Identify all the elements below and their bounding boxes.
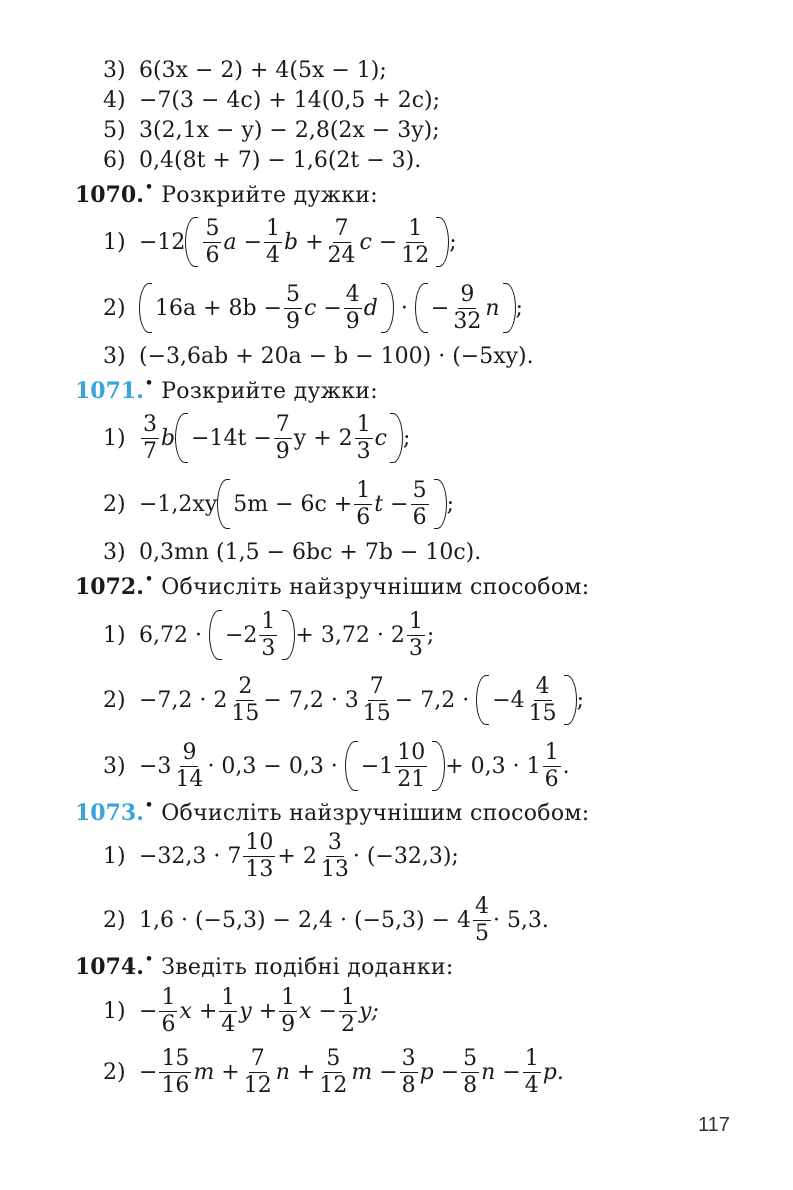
exercise-number: 1074. <box>75 954 144 980</box>
ex1071-item-3 <box>103 540 481 565</box>
ex1073-item-2 <box>103 890 549 950</box>
ex1072-item-2 <box>103 668 584 732</box>
fraction: $\frac{1}{6}$ <box>161 985 176 1037</box>
expression: −3 $\frac{9}{14}$ · 0,3 − 0,3 · −1 $\frac{10}{21}$ + 0,3 · 1 $\frac{1}{6}$ . <box>139 740 570 792</box>
item-label: 4) <box>103 88 126 113</box>
item-label: 1) <box>103 229 126 255</box>
expression: 6,72 · −2 $\frac{1}{3}$ + 3,72 · 2 $\frac{1}{3}$ ; <box>139 609 435 661</box>
fraction: $\frac{4}{5}$ <box>474 894 489 946</box>
fraction: $\frac{3}{7}$ <box>143 412 157 464</box>
fraction: $\frac{5}{9}$ <box>286 282 301 334</box>
item-label: 3) <box>103 344 126 369</box>
task-text: Розкрийте дужки: <box>161 378 378 404</box>
fraction: $\frac{9}{14}$ <box>175 740 204 792</box>
item-label: 2) <box>103 491 126 517</box>
item-label: 1) <box>103 998 126 1024</box>
expression: 0,3mn (1,5 − 6bc + 7b − 10c). <box>139 540 482 565</box>
fraction: $\frac{10}{13}$ <box>245 830 274 882</box>
item-label: 2) <box>103 295 126 321</box>
ex1073-item-1 <box>103 826 459 886</box>
fraction: $\frac{10}{21}$ <box>397 740 426 792</box>
expression: 0,4(8t + 7) − 1,6(2t − 3). <box>139 148 422 173</box>
parentheses: − $\frac{9}{32}$ n <box>415 283 516 332</box>
top-item-4 <box>103 88 440 113</box>
parentheses: −1 $\frac{10}{21}$ <box>345 741 445 790</box>
star-icon: • <box>144 179 154 195</box>
fraction: $\frac{7}{12}$ <box>243 1046 272 1098</box>
fraction: $\frac{7}{15}$ <box>362 674 391 726</box>
item-label: 2) <box>103 687 126 713</box>
fraction: $\frac{1}{6}$ <box>356 478 371 530</box>
fraction: $\frac{1}{4}$ <box>221 985 236 1037</box>
item-label: 5) <box>103 118 126 143</box>
fraction: $\frac{1}{6}$ <box>544 740 559 792</box>
star-icon: • <box>144 375 154 391</box>
fraction: $\frac{4}{15}$ <box>528 674 557 726</box>
exercise-number: 1070. <box>75 182 144 208</box>
item-label: 1) <box>103 843 126 869</box>
fraction: $\frac{5}{12}$ <box>319 1046 348 1098</box>
parentheses: 16a + 8b − $\frac{5}{9}$ c − $\frac{4}{9}$ d <box>139 283 394 332</box>
ex1071-item-1 <box>103 406 410 470</box>
item-label: 2) <box>103 907 126 933</box>
parentheses: −2 $\frac{1}{3}$ <box>209 610 295 659</box>
ex1072-item-3 <box>103 734 570 798</box>
item-label: 3) <box>103 753 126 779</box>
ex1070-item-3 <box>103 344 534 369</box>
fraction: $\frac{3}{13}$ <box>320 830 349 882</box>
expression: 16a + 8b − $\frac{5}{9}$ c − $\frac{4}{9}$ d · − $\frac{9}{32}$ n ; <box>139 283 523 332</box>
item-label: 3) <box>103 540 126 565</box>
expression: − $\frac{1}{6}$ x + $\frac{1}{4}$ y + $\frac{1}{9}$ x − $\frac{1}{2}$ y; <box>139 985 379 1037</box>
parentheses: −14t − $\frac{7}{9}$ y + 2 $\frac{1}{3}$ c <box>175 413 403 462</box>
star-icon: • <box>144 797 154 813</box>
fraction: $\frac{7}{24}$ <box>327 216 356 268</box>
ex1070-item-2 <box>103 276 523 340</box>
coefficient: −12 <box>139 229 186 255</box>
exercise-1074-header <box>75 951 454 980</box>
fraction: $\frac{1}{3}$ <box>261 609 276 661</box>
fraction: $\frac{1}{2}$ <box>340 985 355 1037</box>
fraction: $\frac{3}{8}$ <box>401 1046 416 1098</box>
ex1074-item-2 <box>103 1042 564 1102</box>
exercise-1070-header <box>75 179 378 208</box>
exercise-number: 1071. <box>75 378 144 404</box>
item-label: 1) <box>103 622 126 648</box>
ex1074-item-1 <box>103 982 379 1040</box>
top-item-5 <box>103 118 440 143</box>
item-label: 1) <box>103 425 126 451</box>
item-label: 3) <box>103 58 126 83</box>
top-item-3 <box>103 58 387 83</box>
fraction: $\frac{4}{9}$ <box>345 282 360 334</box>
expression: − $\frac{15}{16}$ m + $\frac{7}{12}$ n + $\frac{5}{12}$ m − $\frac{3}{8}$ p − $\frac{5}{8}$ n − $\frac{1}{4}$ p. <box>139 1046 564 1098</box>
item-label: 6) <box>103 148 126 173</box>
fraction: $\frac{1}{4}$ <box>524 1046 539 1098</box>
fraction: $\frac{7}{9}$ <box>275 412 290 464</box>
expression: −12 $\frac{5}{6}$ a − $\frac{1}{4}$ b + $\frac{7}{24}$ c − $\frac{1}{12}$ ; <box>139 216 457 268</box>
item-label: 2) <box>103 1059 126 1085</box>
exercise-1073-header <box>75 797 590 826</box>
page-number: 117 <box>698 1114 730 1136</box>
fraction: $\frac{2}{15}$ <box>231 674 260 726</box>
exercise-1071-header <box>75 375 378 404</box>
expression: 6(3x − 2) + 4(5x − 1); <box>139 58 387 83</box>
expression: (−3,6ab + 20a − b − 100) · (−5xy). <box>139 344 534 369</box>
expression: −7(3 − 4c) + 14(0,5 + 2c); <box>139 88 441 113</box>
parentheses: $\frac{5}{6}$ a − $\frac{1}{4}$ b + $\frac{7}{24}$ c − $\frac{1}{12}$ <box>185 217 449 266</box>
fraction: $\frac{1}{12}$ <box>401 216 430 268</box>
ex1071-item-2 <box>103 472 454 536</box>
star-icon: • <box>144 571 154 587</box>
top-item-6 <box>103 148 421 173</box>
fraction: $\frac{1}{4}$ <box>266 216 280 268</box>
expression: −32,3 · 7 $\frac{10}{13}$ + 2 $\frac{3}{13}$ · (−32,3); <box>139 830 459 882</box>
expression: 1,6 · (−5,3) − 2,4 · (−5,3) − 4 $\frac{4}{5}$ · 5,3. <box>139 894 549 946</box>
fraction: $\frac{5}{6}$ <box>412 478 427 530</box>
fraction: $\frac{1}{3}$ <box>408 609 423 661</box>
expression: 3(2,1x − y) − 2,8(2x − 3y); <box>139 118 440 143</box>
expression: −7,2 · 2 $\frac{2}{15}$ − 7,2 · 3 $\frac{7}{15}$ − 7,2 · −4 $\frac{4}{15}$ ; <box>139 674 585 726</box>
parentheses: 5m − 6c + $\frac{1}{6}$ t − $\frac{5}{6}$ <box>217 479 446 528</box>
task-text: Розкрийте дужки: <box>161 182 378 208</box>
task-text: Обчисліть найзручнішим способом: <box>161 800 590 826</box>
exercise-number: 1073. <box>75 800 144 826</box>
exercise-1072-header <box>75 571 590 600</box>
task-text: Зведіть подібні доданки: <box>161 954 454 980</box>
fraction: $\frac{1}{3}$ <box>356 412 371 464</box>
parentheses: −4 $\frac{4}{15}$ <box>476 675 576 724</box>
expression: −1,2xy 5m − 6c + $\frac{1}{6}$ t − $\frac{5}{6}$ ; <box>139 478 454 530</box>
task-text: Обчисліть найзручнішим способом: <box>161 574 590 600</box>
ex1072-item-1 <box>103 603 434 667</box>
expression: $\frac{3}{7}$ b −14t − $\frac{7}{9}$ y + 2 $\frac{1}{3}$ c ; <box>143 412 411 464</box>
fraction: $\frac{1}{9}$ <box>281 985 296 1037</box>
exercise-number: 1072. <box>75 574 144 600</box>
fraction: $\frac{9}{32}$ <box>453 282 482 334</box>
fraction: $\frac{5}{8}$ <box>463 1046 478 1098</box>
fraction: $\frac{15}{16}$ <box>161 1046 190 1098</box>
star-icon: • <box>144 951 154 967</box>
ex1070-item-1 <box>103 210 457 274</box>
fraction: $\frac{5}{6}$ <box>205 216 220 268</box>
